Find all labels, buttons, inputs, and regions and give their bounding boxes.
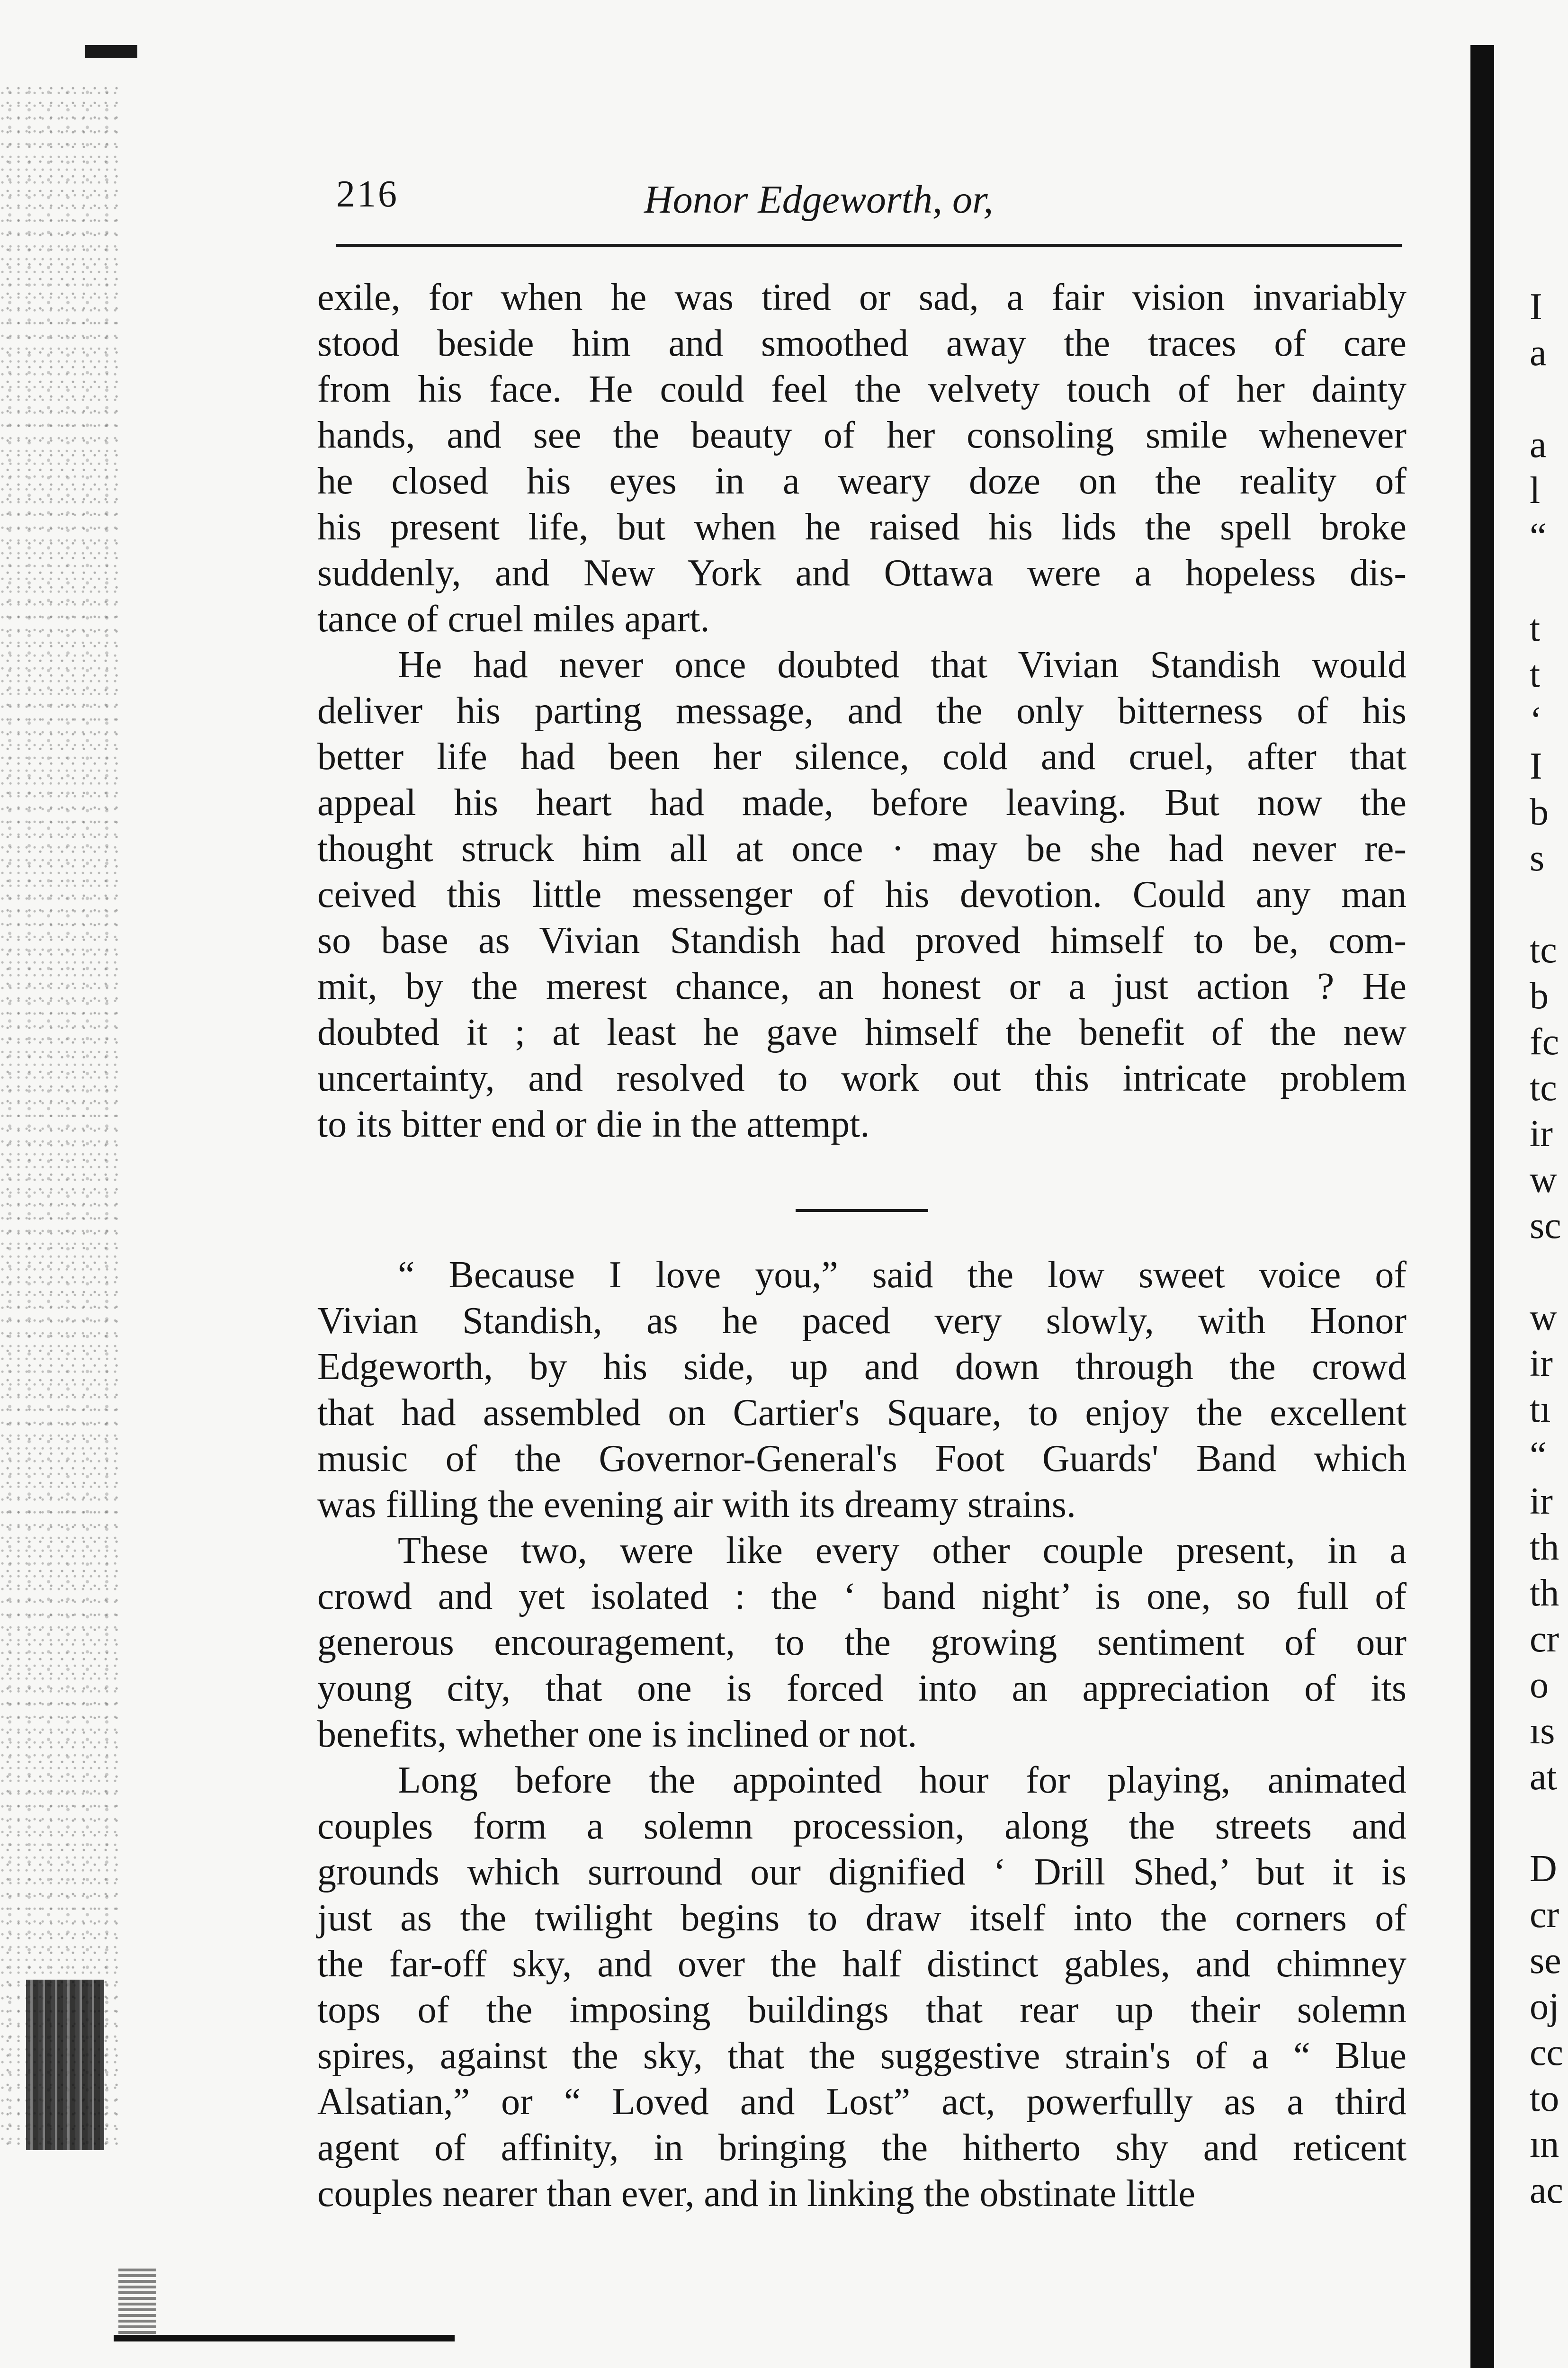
paragraph <box>317 1758 1407 2217</box>
adjacent-page-fragment: “ <box>1530 516 1547 557</box>
text-line: These two, were like every other couple present, in a <box>398 1530 1407 1571</box>
text-line: He had never once doubted that Vivian Standish would <box>398 644 1407 686</box>
adjacent-page-fragment: tc <box>1530 1067 1557 1109</box>
text-line: grounds which surround our dignified ‘ Drill Shed,’ but it is <box>317 1851 1407 1893</box>
adjacent-page-fragment: ıs <box>1530 1710 1555 1752</box>
adjacent-page-fragment: tc <box>1530 929 1557 971</box>
running-head-title: Honor Edgeworth, or, <box>644 178 994 222</box>
text-line: music of the Governor-General's Foot Guards' Band which <box>317 1438 1407 1480</box>
adjacent-page-fragments <box>1530 284 1568 2214</box>
text-line: just as the twilight begins to draw itself into the corners of <box>317 1897 1407 1939</box>
body-text <box>317 275 1407 2217</box>
text-line: tance of cruel miles apart. <box>317 598 710 640</box>
adjacent-page-fragment: I <box>1530 286 1542 328</box>
adjacent-page-fragment: cc <box>1530 2032 1564 2073</box>
scan-artifact-bottom-rule <box>114 2335 455 2341</box>
adjacent-page-fragment: th <box>1530 1526 1559 1568</box>
text-line: tops of the imposing buildings that rear up their solemn <box>317 1989 1407 2031</box>
adjacent-page-fragment: at <box>1530 1756 1557 1798</box>
text-line: exile, for when he was tired or sad, a fair vision invariably <box>317 277 1407 318</box>
text-line: uncertainty, and resolved to work out this intricate problem <box>317 1058 1407 1099</box>
text-line: so base as Vivian Standish had proved himself to be, com- <box>317 920 1407 961</box>
adjacent-page-fragment: a <box>1530 332 1547 374</box>
text-line: that had assembled on Cartier's Square, to enjoy the excellent <box>317 1392 1407 1434</box>
text-line: hands, and see the beauty of her consoling smile whenever <box>317 414 1407 456</box>
text-line: ceived this little messenger of his devotion. Could any man <box>317 874 1407 915</box>
text-line: young city, that one is forced into an appreciation of its <box>317 1668 1407 1709</box>
adjacent-page-fragment: t <box>1530 608 1541 649</box>
text-line: suddenly, and New York and Ottawa were a hopeless dis- <box>317 552 1407 594</box>
text-line: Alsatian,” or “ Loved and Lost” act, powerfully as a third <box>317 2081 1407 2123</box>
text-line: thought struck him all at once · may be she had never re- <box>317 828 1407 870</box>
adjacent-page-fragment: D <box>1530 1848 1557 1890</box>
scan-artifact-binding <box>26 1980 104 2150</box>
adjacent-page-fragment <box>1530 881 1568 927</box>
adjacent-page-fragment: ir <box>1530 1113 1553 1155</box>
text-line: from his face. He could feel the velvety touch of her dainty <box>317 368 1407 410</box>
paragraph <box>317 1252 1407 1528</box>
paragraph <box>317 275 1407 642</box>
text-line: stood beside him and smoothed away the traces of care <box>317 323 1407 364</box>
adjacent-page-fragment: th <box>1530 1572 1559 1614</box>
adjacent-page-fragment: I <box>1530 745 1542 787</box>
adjacent-page-fragment <box>1530 560 1568 606</box>
adjacent-page-fragment <box>1530 376 1568 422</box>
text-line: spires, against the sky, that the suggestive strain's of a “ Blue <box>317 2035 1407 2077</box>
adjacent-page-fragment: tı <box>1530 1389 1551 1430</box>
adjacent-page-fragment: cr <box>1530 1894 1559 1936</box>
text-line: appeal his heart had made, before leaving. But now the <box>317 782 1407 824</box>
text-line: his present life, but when he raised his lids the spell broke <box>317 506 1407 548</box>
adjacent-page-fragment: b <box>1530 975 1549 1017</box>
adjacent-page-fragment: o <box>1530 1664 1549 1706</box>
text-line: better life had been her silence, cold and cruel, after that <box>317 736 1407 778</box>
adjacent-page-fragment: a <box>1530 424 1547 466</box>
adjacent-page-fragment: oj <box>1530 1986 1559 2027</box>
adjacent-page-fragment <box>1530 1249 1568 1295</box>
scan-artifact-bottom-left <box>118 2269 156 2340</box>
adjacent-page-fragment: “ <box>1530 1435 1547 1476</box>
section-break-rule <box>796 1209 928 1212</box>
adjacent-page-fragment: w <box>1530 1297 1557 1338</box>
text-line: he closed his eyes in a weary doze on the reality of <box>317 460 1407 502</box>
adjacent-page-fragment: fc <box>1530 1021 1559 1063</box>
adjacent-page-fragment: ‘ <box>1530 700 1542 741</box>
adjacent-page-fragment: s <box>1530 837 1545 879</box>
scan-noise-left-margin <box>0 85 118 2150</box>
header-rule <box>336 244 1402 247</box>
paragraph <box>317 642 1407 1148</box>
text-line: the far-off sky, and over the half distinct gables, and chimney <box>317 1943 1407 1985</box>
text-line: Long before the appointed hour for playing, animated <box>398 1759 1407 1801</box>
adjacent-page-fragment: ir <box>1530 1343 1553 1384</box>
text-line: agent of affinity, in bringing the hitherto shy and reticent <box>317 2127 1407 2169</box>
paragraph <box>317 1528 1407 1758</box>
adjacent-page-fragment: cr <box>1530 1618 1559 1660</box>
adjacent-page-fragment: t <box>1530 654 1541 695</box>
adjacent-page-fragment: w <box>1530 1159 1557 1201</box>
text-line: was filling the evening air with its dreamy strains. <box>317 1484 1076 1525</box>
adjacent-page-fragment: se <box>1530 1940 1561 1982</box>
text-line: couples nearer than ever, and in linking the obstinate little <box>317 2173 1195 2215</box>
text-line: Vivian Standish, as he paced very slowly, with Honor <box>317 1300 1407 1342</box>
running-header <box>336 173 1407 230</box>
scan-artifact-top-left <box>85 45 137 58</box>
adjacent-page-fragment: ac <box>1530 2170 1564 2211</box>
adjacent-page-fragment: ın <box>1530 2124 1559 2165</box>
text-line: doubted it ; at least he gave himself the benefit of the new <box>317 1012 1407 1053</box>
adjacent-page-fragment: l <box>1530 470 1541 511</box>
text-line: generous encouragement, to the growing sentiment of our <box>317 1622 1407 1663</box>
adjacent-page-fragment: sc <box>1530 1205 1561 1247</box>
text-line: couples form a solemn procession, along the streets and <box>317 1805 1407 1847</box>
adjacent-page-fragment: ir <box>1530 1480 1553 1522</box>
adjacent-page-fragment: to <box>1530 2078 1559 2119</box>
adjacent-page-fragment <box>1530 1800 1568 1846</box>
text-line: mit, by the merest chance, an honest or a just action ? He <box>317 966 1407 1007</box>
adjacent-page-fragment: b <box>1530 791 1549 833</box>
text-line: benefits, whether one is inclined or not. <box>317 1713 917 1755</box>
text-line: crowd and yet isolated : the ‘ band night’ is one, so full of <box>317 1576 1407 1617</box>
text-line: “ Because I love you,” said the low sweet voice of <box>398 1254 1407 1296</box>
text-line: Edgeworth, by his side, up and down through the crowd <box>317 1346 1407 1388</box>
page-gutter-shadow <box>1470 45 1494 2368</box>
text-line: deliver his parting message, and the only bitterness of his <box>317 690 1407 732</box>
text-line: to its bitter end or die in the attempt. <box>317 1103 870 1145</box>
page-number: 216 <box>336 173 399 215</box>
